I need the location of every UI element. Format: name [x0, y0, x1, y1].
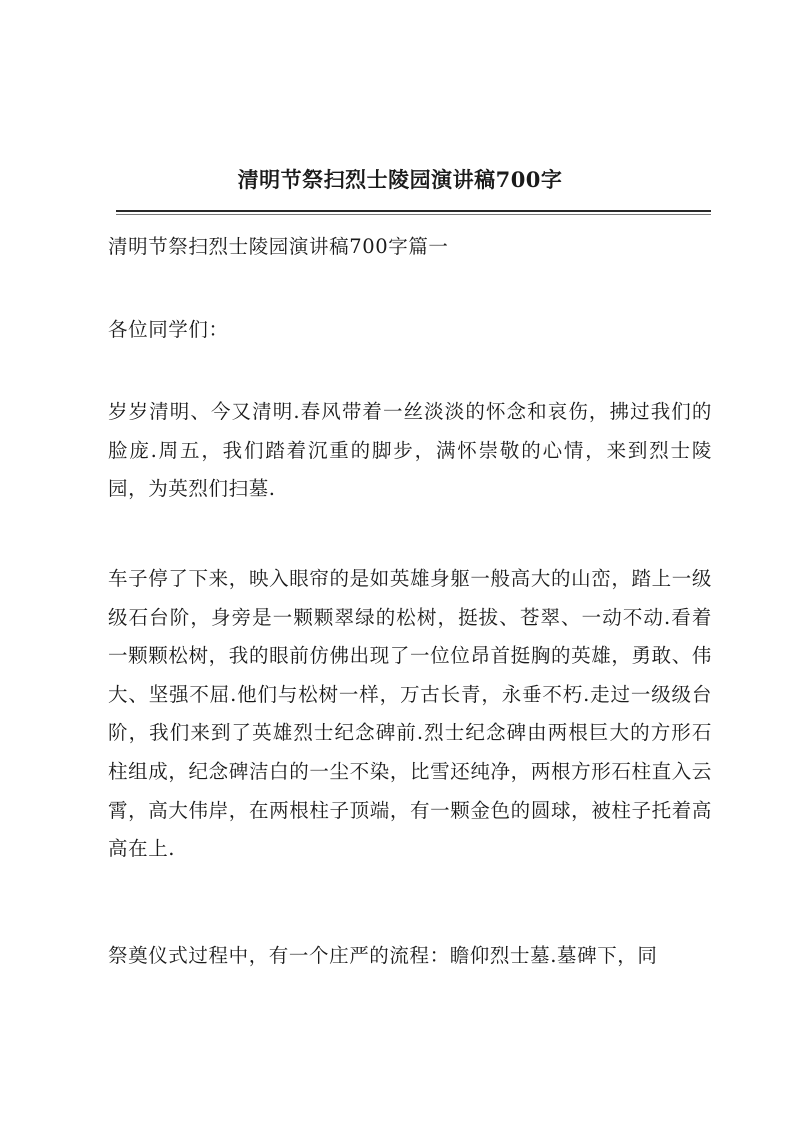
paragraph-1: 岁岁清明、今又清明.春风带着一丝淡淡的怀念和哀伤，拂过我们的脸庞.周五，我们踏着沉重的脚步，满怀崇敬的心情，来到烈士陵园，为英烈们扫墓.	[108, 400, 712, 501]
paragraph-2: 车子停了下来，映入眼帘的是如英雄身躯一般高大的山峦，踏上一级级石台阶，身旁是一颗颗翠绿的松树，挺拔、苍翠、一动不动.看着一颗颗松树，我的眼前仿佛出现了一位位昂首挺胸的英雄，勇敢、伟大、坚强不屈.他们与松树一样，万古长青，永垂不朽.走过一级级台阶，我们来到了英雄烈士纪念碑前.烈士纪念碑由两根巨大的方形石柱组成，纪念碑洁白的一尘不染，比雪还纯净，两根方形石柱直入云霄，高大伟岸，在两根柱子顶端，有一颗金色的圆球，被柱子托着高高在上.	[108, 567, 712, 861]
title-rule-thin	[116, 214, 711, 215]
section-heading: 清明节祭扫烈士陵园演讲稿700字篇一	[108, 235, 449, 258]
paragraph-3: 祭奠仪式过程中，有一个庄严的流程：瞻仰烈士墓.墓碑下，同	[108, 944, 658, 967]
document-title: 清明节祭扫烈士陵园演讲稿700字	[237, 167, 563, 192]
title-rule	[116, 210, 711, 212]
greeting: 各位同学们：	[108, 318, 229, 341]
